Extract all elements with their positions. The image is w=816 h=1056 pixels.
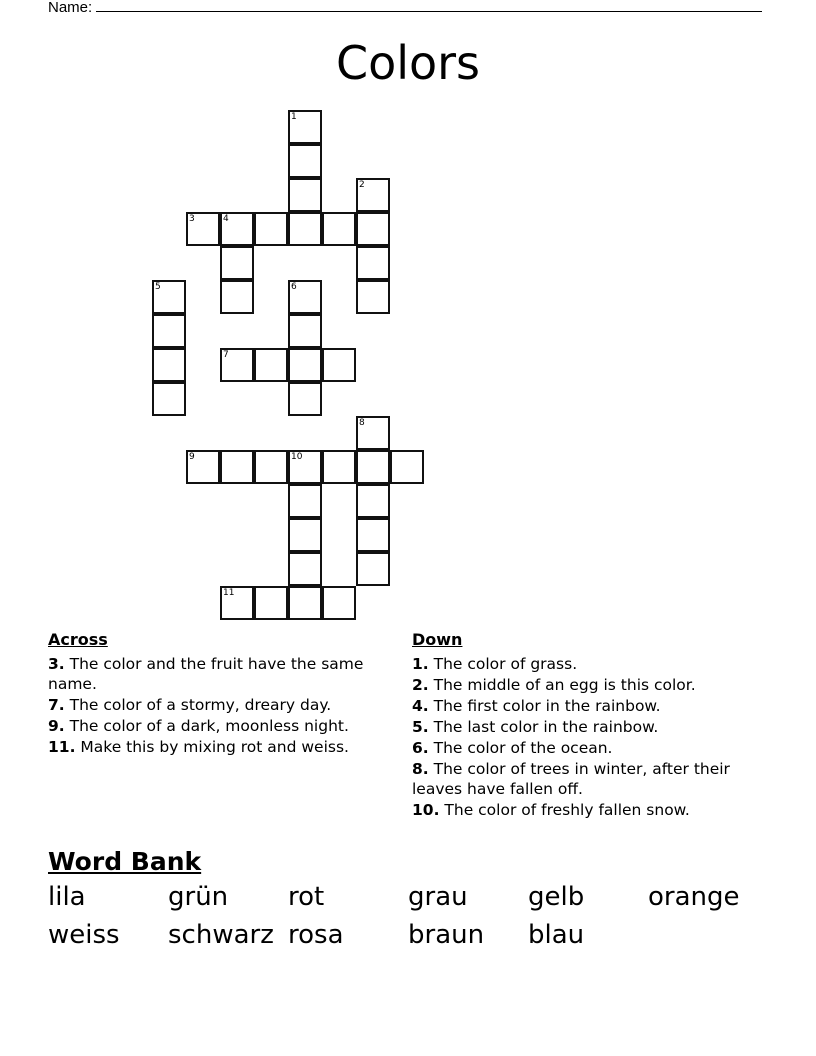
grid-cell[interactable] xyxy=(220,586,254,620)
clue-number: 9. xyxy=(48,717,65,735)
cell-number: 10 xyxy=(291,452,303,462)
cell-number: 6 xyxy=(291,282,297,292)
grid-cell[interactable] xyxy=(220,212,254,246)
grid-cell[interactable] xyxy=(288,280,322,314)
clue-number: 7. xyxy=(48,696,65,714)
grid-cell[interactable] xyxy=(288,382,322,416)
grid-cell[interactable] xyxy=(356,518,390,552)
clue-number: 2. xyxy=(412,676,429,694)
clue-item xyxy=(48,654,398,694)
name-blank-line[interactable] xyxy=(96,0,762,12)
grid-cell[interactable] xyxy=(288,110,322,144)
grid-cell[interactable] xyxy=(288,314,322,348)
grid-cell[interactable] xyxy=(356,212,390,246)
across-heading: Across xyxy=(48,630,108,649)
clue-text: The color of freshly fallen snow. xyxy=(439,801,690,819)
grid-cell[interactable] xyxy=(356,484,390,518)
grid-cell[interactable] xyxy=(288,586,322,620)
word-bank-item: schwarz xyxy=(168,920,274,950)
grid-cell[interactable] xyxy=(288,552,322,586)
clue-number: 3. xyxy=(48,655,65,673)
grid-cell[interactable] xyxy=(356,552,390,586)
clue-number: 6. xyxy=(412,739,429,757)
grid-cell[interactable] xyxy=(152,348,186,382)
clue-item xyxy=(48,695,398,715)
grid-cell[interactable] xyxy=(152,314,186,348)
grid-cell[interactable] xyxy=(152,382,186,416)
down-clues xyxy=(412,630,752,821)
grid-cell[interactable] xyxy=(322,450,356,484)
word-bank-item: rosa xyxy=(288,920,344,950)
cell-number: 4 xyxy=(223,214,229,224)
clue-text: The first color in the rainbow. xyxy=(428,697,661,715)
cell-number: 8 xyxy=(359,418,365,428)
grid-cell[interactable] xyxy=(322,212,356,246)
grid-cell[interactable] xyxy=(356,280,390,314)
grid-cell[interactable] xyxy=(254,212,288,246)
grid-cell[interactable] xyxy=(288,518,322,552)
word-bank-item: grün xyxy=(168,882,229,912)
clue-number: 1. xyxy=(412,655,429,673)
clue-number: 5. xyxy=(412,718,429,736)
clue-text: The middle of an egg is this color. xyxy=(428,676,696,694)
grid-cell[interactable] xyxy=(356,178,390,212)
grid-cell[interactable] xyxy=(254,586,288,620)
cell-number: 11 xyxy=(223,588,235,598)
clue-item xyxy=(48,716,398,736)
clue-item xyxy=(48,737,398,757)
grid-cell[interactable] xyxy=(356,450,390,484)
clue-number: 10. xyxy=(412,801,440,819)
clue-item xyxy=(412,696,752,716)
grid-cell[interactable] xyxy=(322,348,356,382)
grid-cell[interactable] xyxy=(186,450,220,484)
grid-cell[interactable] xyxy=(254,450,288,484)
grid-cell[interactable] xyxy=(186,212,220,246)
clue-text: The color and the fruit have the same name. xyxy=(48,655,364,693)
clue-number: 4. xyxy=(412,697,429,715)
grid-cell[interactable] xyxy=(220,246,254,280)
clue-item xyxy=(412,717,752,737)
clue-item xyxy=(412,759,752,799)
clue-text: The color of a stormy, dreary day. xyxy=(64,696,332,714)
clue-number: 11. xyxy=(48,738,76,756)
cell-number: 9 xyxy=(189,452,195,462)
word-bank-item: lila xyxy=(48,882,86,912)
cell-number: 2 xyxy=(359,180,365,190)
cell-number: 7 xyxy=(223,350,229,360)
word-bank-item: blau xyxy=(528,920,585,950)
word-bank-item: rot xyxy=(288,882,325,912)
grid-cell[interactable] xyxy=(390,450,424,484)
grid-cell[interactable] xyxy=(220,348,254,382)
clue-item xyxy=(412,675,752,695)
grid-cell[interactable] xyxy=(254,348,288,382)
down-heading: Down xyxy=(412,630,463,649)
across-clues xyxy=(48,630,398,758)
clue-text: The color of grass. xyxy=(428,655,578,673)
clue-text: The last color in the rainbow. xyxy=(428,718,659,736)
grid-cell[interactable] xyxy=(356,246,390,280)
name-field[interactable] xyxy=(48,0,762,16)
cell-number: 3 xyxy=(189,214,195,224)
page-title: Colors xyxy=(335,36,481,90)
grid-cell[interactable] xyxy=(356,416,390,450)
clue-text: The color of trees in winter, after their leaves have fallen off. xyxy=(412,760,730,798)
clue-item xyxy=(412,654,752,674)
grid-cell[interactable] xyxy=(152,280,186,314)
word-bank-item: orange xyxy=(648,882,740,912)
grid-cell[interactable] xyxy=(288,348,322,382)
grid-cell[interactable] xyxy=(288,178,322,212)
grid-cell[interactable] xyxy=(288,144,322,178)
clue-text: The color of a dark, moonless night. xyxy=(64,717,349,735)
word-bank-item: weiss xyxy=(48,920,120,950)
grid-cell[interactable] xyxy=(220,280,254,314)
grid-cell[interactable] xyxy=(288,484,322,518)
word-bank-item: braun xyxy=(408,920,485,950)
word-bank-item: grau xyxy=(408,882,468,912)
clue-item xyxy=(412,800,752,820)
grid-cell[interactable] xyxy=(322,586,356,620)
word-bank-item: gelb xyxy=(528,882,585,912)
grid-cell[interactable] xyxy=(288,450,322,484)
clue-text: The color of the ocean. xyxy=(428,739,613,757)
grid-cell[interactable] xyxy=(220,450,254,484)
clue-text: Make this by mixing rot and weiss. xyxy=(75,738,349,756)
word-bank-heading: Word Bank xyxy=(48,847,202,876)
name-label: Name: xyxy=(48,0,93,16)
cell-number: 1 xyxy=(291,112,297,122)
grid-cell[interactable] xyxy=(288,212,322,246)
clue-item xyxy=(412,738,752,758)
cell-number: 5 xyxy=(155,282,161,292)
clue-number: 8. xyxy=(412,760,429,778)
